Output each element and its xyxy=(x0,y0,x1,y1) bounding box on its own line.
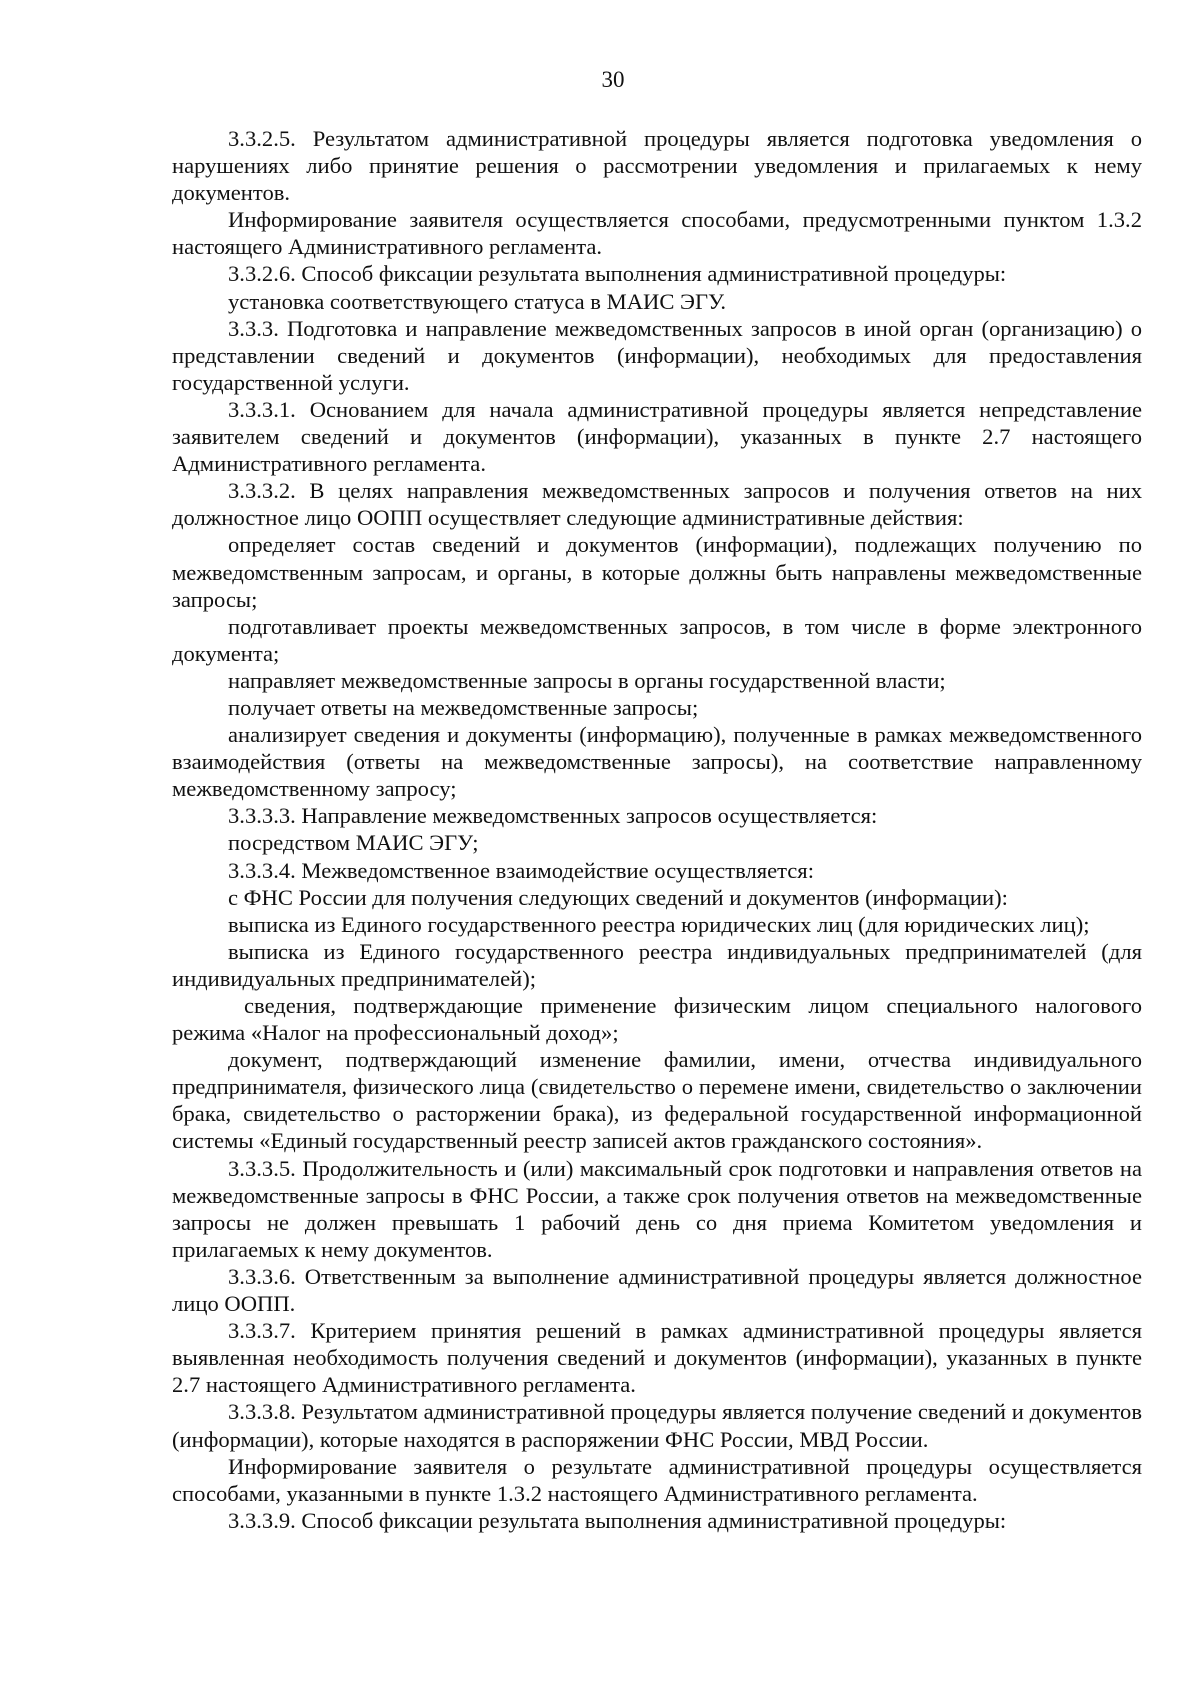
paragraph-informing-result: Информирование заявителя о результате административной процедуры осуществляется способами, указанными в пункте 1.3.2 настоящего Административного регламента. xyxy=(172,1453,1142,1506)
list-item-via-mais: посредством МАИС ЭГУ; xyxy=(228,830,479,856)
paragraph-3-3-3-3: 3.3.3.3. Направление межведомственных запросов осуществляется: xyxy=(228,803,878,829)
list-item-with-fns: с ФНС России для получения следующих сведений и документов (информации): xyxy=(228,884,1008,910)
paragraph-3-3-3-4: 3.3.3.4. Межведомственное взаимодействие осуществляется: xyxy=(228,857,814,883)
list-item-egrip-extract: выписка из Единого государственного реестра индивидуальных предпринимателей (для индивидуальных предпринимателей); xyxy=(172,938,1142,991)
paragraph-3-3-3-6: 3.3.3.6. Ответственным за выполнение административной процедуры является должностное лицо ООПП. xyxy=(172,1263,1142,1317)
paragraph-3-3-3-2: 3.3.3.2. В целях направления межведомственных запросов и получения ответов на них должностное лицо ООПП осуществляет следующие административные действия: xyxy=(172,478,1142,531)
paragraph-3-3-3-7: 3.3.3.7. Критерием принятия решений в рамках административной процедуры является выявленная необходимость получения сведений и документов (информации), указанных в пункте 2.7 настоящего Административного регламента. xyxy=(172,1318,1142,1398)
paragraph-3-3-2-5: 3.3.2.5. Результатом административной процедуры является подготовка уведомления о нарушениях либо принятие решения о рассмотрении уведомления и прилагаемых к нему документов. xyxy=(172,126,1142,206)
paragraph-informing-applicant: Информирование заявителя осуществляется способами, предусмотренными пунктом 1.3.2 настоящего Административного регламента. xyxy=(172,207,1142,260)
paragraph-status-setting: установка соответствующего статуса в МАИС ЭГУ. xyxy=(228,288,726,314)
paragraph-3-3-3-1: 3.3.3.1. Основанием для начала административной процедуры является непредставление заявителем сведений и документов (информации), указанных в пункте 2.7 настоящего Административного регламента. xyxy=(172,396,1142,477)
page-number: 30 xyxy=(601,67,625,92)
list-item-receives: получает ответы на межведомственные запросы; xyxy=(228,694,699,720)
paragraph-3-3-3-5: 3.3.3.5. Продолжительность и (или) максимальный срок подготовки и направления ответов на межведомственные запросы в ФНС России, а также срок получения ответов на межведомственные запросы не должен превышать 1 рабочий день со дня приема Комитетом уведомления и прилагаемых к нему документов. xyxy=(172,1155,1142,1262)
paragraph-3-3-3: 3.3.3. Подготовка и направление межведомственных запросов в иной орган (организацию) о представлении сведений и документов (информации), необходимых для предоставления государственной услуги. xyxy=(172,315,1142,395)
list-item-analyzes: анализирует сведения и документы (информацию), полученные в рамках межведомственного взаимодействия (ответы на межведомственные запросы), на соответствие направленному межведомственному запросу; xyxy=(172,722,1142,802)
list-item-sends: направляет межведомственные запросы в органы государственной власти; xyxy=(228,667,946,693)
paragraph-3-3-2-6: 3.3.2.6. Способ фиксации результата выполнения административной процедуры: xyxy=(228,261,1007,287)
list-item-determines: определяет состав сведений и документов (информации), подлежащих получению по межведомственным запросам, и органы, в которые должны быть направлены межведомственные запросы; xyxy=(172,532,1142,612)
paragraph-3-3-3-8: 3.3.3.8. Результатом административной процедуры является получение сведений и документов (информации), которые находятся в распоряжении ФНС России, МВД России. xyxy=(172,1399,1142,1452)
paragraph-3-3-3-9: 3.3.3.9. Способ фиксации результата выполнения административной процедуры: xyxy=(228,1507,1007,1533)
list-item-tax-regime: сведения, подтверждающие применение физическим лицом специального налогового режима «Налог на профессиональный доход»; xyxy=(172,993,1142,1046)
list-item-prepares: подготавливает проекты межведомственных запросов, в том числе в форме электронного документа; xyxy=(172,613,1142,666)
document-body xyxy=(172,125,1142,1534)
list-item-egrul-extract: выписка из Единого государственного реестра юридических лиц (для юридических лиц); xyxy=(228,911,1090,937)
list-item-name-change-document: документ, подтверждающий изменение фамилии, имени, отчества индивидуального предпринимателя, физического лица (свидетельство о перемене имени, свидетельство о заключении брака, свидетельство о расторжении брака), из федеральной государственной информационной системы «Единый государственный реестр записей актов гражданского состояния». xyxy=(172,1047,1142,1154)
